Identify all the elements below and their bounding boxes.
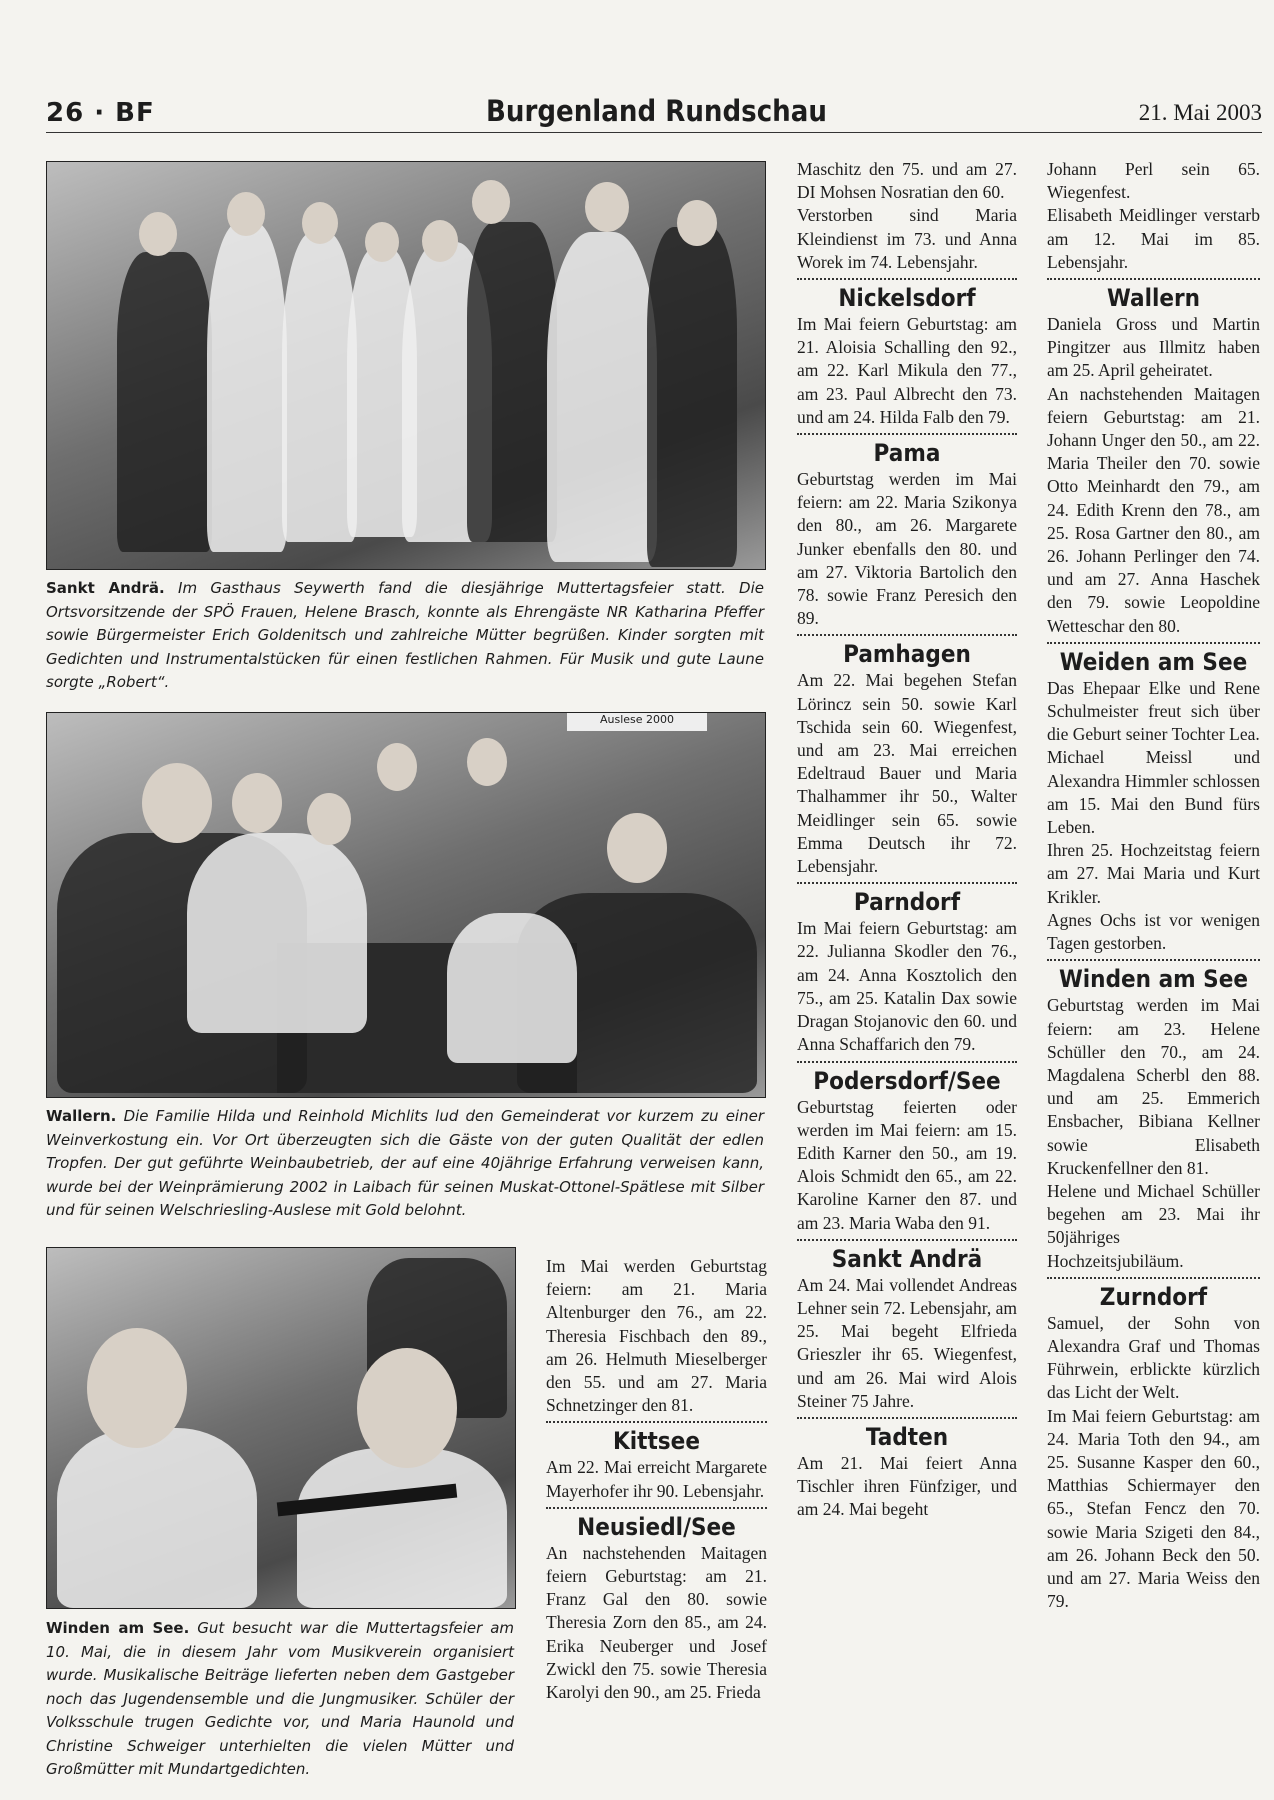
dotted-rule xyxy=(1047,642,1260,644)
section-title: Nickelsdorf xyxy=(838,284,976,313)
section-text-2: Im Mai feiern Geburtstag: am 24. Maria Toth den 94., am 25. Susanne Kasper den 60., Matthias Schiermayer den 65., Stefan Fencz den 70. sowie Maria Szigeti den 84., am 26. Johann Beck den 50. und am 27. Maria Weiss den 79. xyxy=(1047,1405,1260,1612)
caption-text: Im Gasthaus Seywerth fand die diesjährige Muttertagsfeier statt. Die Ortsvorsitzende der SPÖ Frauen, Helene Brasch, konnte als Ehrengäste NR Katharina Pfeffer sowie Bürgermeister Erich Goldenitsch und zahlreiche Mütter begrüßen. Kinder sorgten mit Gedichten und Instrumentalstücken für einen festlichen Rahmen. Für Musik und gute Laune sorgte „Robert“. xyxy=(46,579,764,691)
caption-place: Winden am See. xyxy=(46,1619,190,1637)
caption-text: Die Familie Hilda und Reinhold Michlits lud den Gemeinderat vor kurzem zu einer Weinverkostung ein. Vor Ort überzeugten sich die Gäste von der guten Qualität der edlen Tropfen. Der gut geführte Weinbaubetrieb, der auf eine 40jährige Erfahrung verweisen kann, wurde bei der Weinprämierung 2002 in Laibach für seinen Muskat-Ottonel-Spätlese mit Silber und für seinen Welschriesling-Auslese mit Gold belohnt. xyxy=(46,1107,764,1219)
section-kittsee xyxy=(546,1421,767,1502)
section-text: Im Mai feiern Geburtstag: am 21. Aloisia Schalling den 92., am 22. Karl Mikula den 77., am 23. Paul Albrecht den 73. und am 24. Hilda Falb den 79. xyxy=(797,314,1017,427)
dotted-rule xyxy=(1047,278,1260,280)
section-text: Am 22. Mai erreicht Margarete Mayerhofer ihr 90. Lebensjahr. xyxy=(546,1457,767,1501)
section-nickelsdorf xyxy=(797,278,1017,429)
section-text: Das Ehepaar Elke und Rene Schulmeister freut sich über die Geburt seiner Tochter Lea. xyxy=(1047,677,1260,745)
section-text-3: Ihren 25. Hochzeitstag feiern am 27. Mai Maria und Kurt Krikler. xyxy=(1047,840,1260,907)
section-text: Samuel, der Sohn von Alexandra Graf und Thomas Führwein, erblickte kürzlich das Licht der Welt. xyxy=(1047,1312,1260,1403)
caption-place: Wallern. xyxy=(46,1107,117,1125)
dotted-rule xyxy=(797,634,1017,636)
section-neusiedl xyxy=(546,1507,767,1704)
photo-sign: Auslese 2000 xyxy=(567,713,707,731)
section-title: Sankt Andrä xyxy=(831,1244,983,1273)
photo-winden-am-see xyxy=(46,1247,516,1609)
dotted-rule xyxy=(1047,959,1260,961)
section-title: Podersdorf/See xyxy=(813,1066,1001,1095)
section-sankt-andrae xyxy=(797,1239,1017,1413)
section-text: Am 22. Mai begehen Stefan Lörincz sein 50. sowie Karl Tschida sein 60. Wiegenfest, und am 23. Mai erreichen Edeltraud Bauer und Maria Thalhammer ihr 50., Walter Meidlinger sein 65. sowie Emma Deutsch ihr 72. Lebensjahr. xyxy=(797,670,1017,877)
section-text: Geburtstag feierten oder werden im Mai feiern: am 15. Edith Karner den 50., am 19. Alois Schmidt den 65., am 22. Karoline Karner den 87. und am 23. Maria Waba den 91. xyxy=(797,1096,1017,1233)
section-zurndorf xyxy=(1047,1277,1260,1614)
column-3 xyxy=(1047,158,1260,1613)
section-title: Kittsee xyxy=(613,1427,700,1456)
dotted-rule xyxy=(546,1421,767,1423)
section-text-2: Helene und Michael Schüller begehen am 23. Mai ihr 50jähriges Hochzeitsjubiläum. xyxy=(1047,1180,1260,1271)
section-text: Im Mai feiern Geburtstag: am 22. Julianna Skodler den 76., am 24. Anna Kosztolich den 75., am 25. Katalin Dax sowie Dragan Stojanovic den 60. und Anna Schaffarich den 79. xyxy=(797,918,1017,1055)
section-title: Pama xyxy=(873,439,941,468)
section-title: Wallern xyxy=(1106,284,1201,313)
section-text: An nachstehenden Maitagen feiern Geburtstag: am 21. Franz Gal den 80. sowie Theresia Zorn den 85., am 24. Erika Neuberger und Josef Zwickl den 75. sowie Theresia Karolyi den 90., am 25. Frieda xyxy=(546,1542,767,1703)
column-1 xyxy=(546,1255,767,1704)
section-title: Neusiedl/See xyxy=(577,1512,736,1541)
section-text-2: An nachstehenden Maitagen feiern Geburtstag: am 21. Johann Unger den 50., am 22. Maria Theiler den 70. sowie Otto Meinhardt den 79., am 24. Edith Krenn den 78., am 25. Rosa Gartner den 80., am 26. Johann Perlinger den 74. und am 27. Anna Haschek den 79. sowie Leopoldine Wetteschar den 80. xyxy=(1047,383,1260,636)
column-intro-2: Elisabeth Meidlinger verstarb am 12. Mai im 85. Lebensjahr. xyxy=(1047,205,1260,272)
photo-sankt-andrae xyxy=(46,161,766,570)
section-text: Daniela Gross und Martin Pingitzer aus Illmitz haben am 25. April geheiratet. xyxy=(1047,314,1260,381)
section-title: Weiden am See xyxy=(1059,647,1248,676)
dotted-rule xyxy=(797,278,1017,280)
section-pama xyxy=(797,433,1017,630)
section-text: Am 21. Mai feiert Anna Tischler ihren Fünfziger, und am 24. Mai begeht xyxy=(797,1452,1017,1520)
dotted-rule xyxy=(797,1239,1017,1241)
caption-winden-am-see xyxy=(46,1617,514,1782)
section-winden-am-see xyxy=(1047,959,1260,1272)
dotted-rule xyxy=(1047,1277,1260,1279)
section-title: Parndorf xyxy=(853,888,961,917)
section-parndorf xyxy=(797,882,1017,1056)
column-intro: Maschitz den 75. und am 27. DI Mohsen Nosratian den 60. xyxy=(797,159,1017,203)
dotted-rule xyxy=(797,882,1017,884)
column-intro-2: Verstorben sind Maria Kleindienst im 73. und Anna Worek im 74. Lebensjahr. xyxy=(797,205,1017,272)
caption-sankt-andrae xyxy=(46,577,764,695)
newspaper-title: Burgenland Rundschau xyxy=(486,94,827,128)
column-2 xyxy=(797,158,1017,1522)
page-number: 26 · BF xyxy=(46,98,155,128)
section-wallern xyxy=(1047,278,1260,638)
section-text-2: Michael Meissl und Alexandra Himmler schlossen am 15. Mai den Bund fürs Leben. xyxy=(1047,747,1260,838)
section-pamhagen xyxy=(797,634,1017,878)
section-tadten xyxy=(797,1417,1017,1522)
issue-date: 21. Mai 2003 xyxy=(1138,100,1262,125)
dotted-rule xyxy=(797,1417,1017,1419)
section-title: Pamhagen xyxy=(843,640,971,669)
column-intro: Johann Perl sein 65. Wiegenfest. xyxy=(1047,159,1260,203)
dotted-rule xyxy=(546,1507,767,1509)
section-podersdorf xyxy=(797,1061,1017,1235)
section-text-4: Agnes Ochs ist vor wenigen Tagen gestorben. xyxy=(1047,909,1260,954)
column-intro: Im Mai werden Geburtstag feiern: am 21. Maria Altenburger den 76., am 22. Theresia Fischbach den 89., am 26. Helmuth Mieselberger den 55. und am 27. Maria Schnetzinger den 81. xyxy=(546,1256,767,1416)
section-text: Geburtstag werden im Mai feiern: am 22. Maria Szikonya den 80., am 26. Margarete Junker ebenfalls den 80. und am 27. Viktoria Bartolich den 78. sowie Franz Peresich den 89. xyxy=(797,469,1017,629)
section-title: Zurndorf xyxy=(1099,1282,1208,1311)
caption-text: Gut besucht war die Muttertagsfeier am 10. Mai, die in diesem Jahr vom Musikverein organisiert wurde. Musikalische Beiträge lieferten neben dem Gastgeber noch das Jugendensemble und die Jungmusiker. Schüler der Volksschule trugen Gedichte vor, und Maria Haunold und Christine Schweiger unterhielten die vielen Mütter und Großmütter mit Mundartgedichten. xyxy=(46,1619,514,1778)
photo-wallern xyxy=(46,712,766,1098)
section-title: Tadten xyxy=(865,1422,949,1451)
section-text: Geburtstag werden im Mai feiern: am 23. Helene Schüller den 70., am 24. Magdalena Scherbl den 88. und am 25. Emmerich Ensbacher, Bibiana Kellner sowie Elisabeth Kruckenfellner den 81. xyxy=(1047,995,1260,1178)
dotted-rule xyxy=(797,1061,1017,1063)
section-weiden-am-see xyxy=(1047,642,1260,955)
section-title: Winden am See xyxy=(1058,965,1249,994)
section-text: Am 24. Mai vollendet Andreas Lehner sein 72. Lebensjahr, am 25. Mai begeht Elfrieda Grieszler ihr 65. Wiegenfest, und am 26. Mai wird Alois Steiner 75 Jahre. xyxy=(797,1274,1017,1411)
caption-wallern xyxy=(46,1105,764,1223)
dotted-rule xyxy=(797,433,1017,435)
caption-place: Sankt Andrä. xyxy=(46,579,165,597)
page-header xyxy=(46,92,1262,133)
